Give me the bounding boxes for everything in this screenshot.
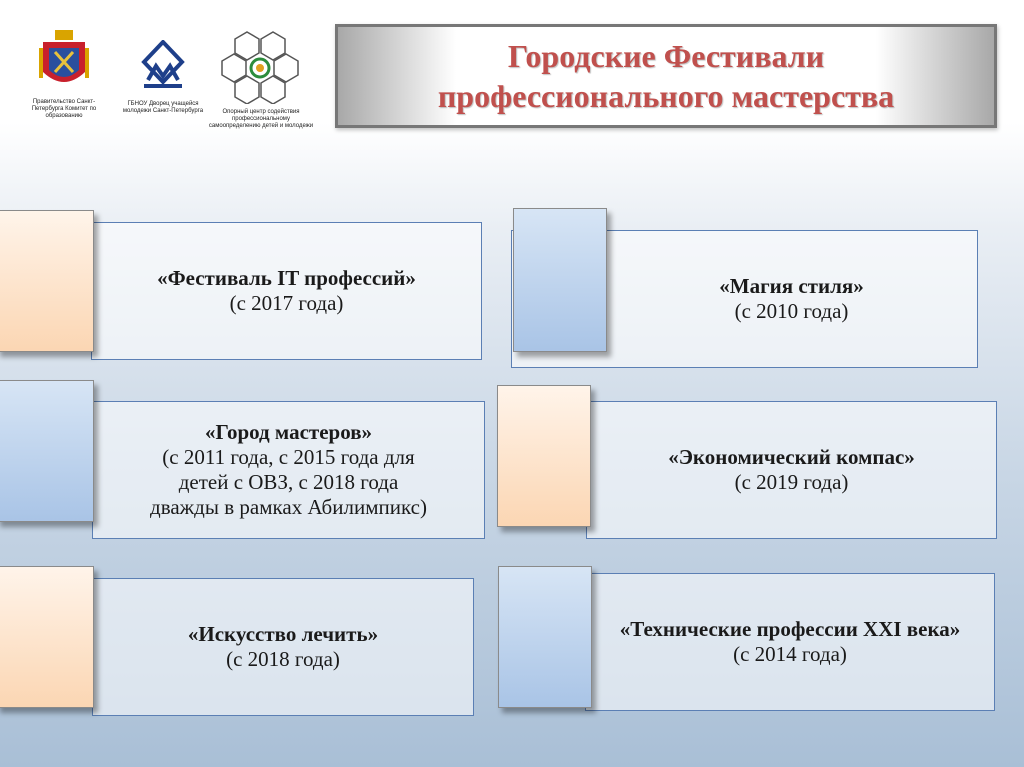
- center-logo-caption: Опорный центр содействия профессиональному самоопределению детей и молодежи: [208, 109, 314, 129]
- festival-name: «Город мастеров»: [204, 420, 373, 444]
- festival-name: «Фестиваль IT профессий»: [157, 266, 416, 290]
- festival-card-medicine: [92, 578, 474, 716]
- palace-logo: [120, 40, 206, 115]
- festival-since: (с 2011 года, с 2015 года для: [162, 445, 415, 469]
- title-line-1: Городские Фестивали: [507, 38, 825, 74]
- festival-card-economy: [586, 401, 997, 539]
- festival-name: «Экономический компас»: [668, 445, 915, 469]
- festival-name: «Искусство лечить»: [187, 622, 379, 646]
- festival-accent-square: [498, 566, 592, 708]
- festival-card-masters: [92, 401, 485, 539]
- government-logo: [24, 28, 104, 120]
- title-line-2: профессионального мастерства: [437, 78, 895, 114]
- festival-card-technical: [585, 573, 995, 711]
- festival-since: (с 2017 года): [229, 291, 344, 315]
- festival-since: (с 2010 года): [734, 299, 849, 323]
- festival-name: «Магия стиля»: [719, 274, 864, 298]
- page-title: [438, 36, 894, 116]
- festival-since: (с 2019 года): [734, 470, 849, 494]
- festival-since: (с 2018 года): [226, 647, 340, 671]
- festival-since: (с 2014 года): [733, 642, 847, 666]
- center-logo: [206, 30, 316, 130]
- festival-accent-square: [513, 208, 607, 352]
- festival-name: «Технические профессии XXI века»: [619, 617, 961, 641]
- festival-accent-square: [497, 385, 591, 527]
- title-box: [335, 24, 997, 128]
- government-logo-caption: Правительство Санкт-Петербурга Комитет по образованию: [31, 99, 97, 119]
- festival-card-it: [91, 222, 482, 360]
- festival-accent-square: [0, 566, 94, 708]
- festival-since: детей с ОВЗ, с 2018 года: [178, 470, 399, 494]
- dum-emblem-icon: [136, 40, 190, 96]
- festival-accent-square: [0, 380, 94, 522]
- coat-of-arms-icon: [37, 28, 91, 94]
- logos-area: [20, 28, 320, 128]
- palace-logo-caption: ГБНОУ Дворец учащейся молодежи Санкт-Петербурга: [122, 101, 204, 114]
- hexagon-cluster-icon: [219, 30, 303, 104]
- festival-since: дважды в рамках Абилимпикс): [150, 495, 427, 519]
- festival-accent-square: [0, 210, 94, 352]
